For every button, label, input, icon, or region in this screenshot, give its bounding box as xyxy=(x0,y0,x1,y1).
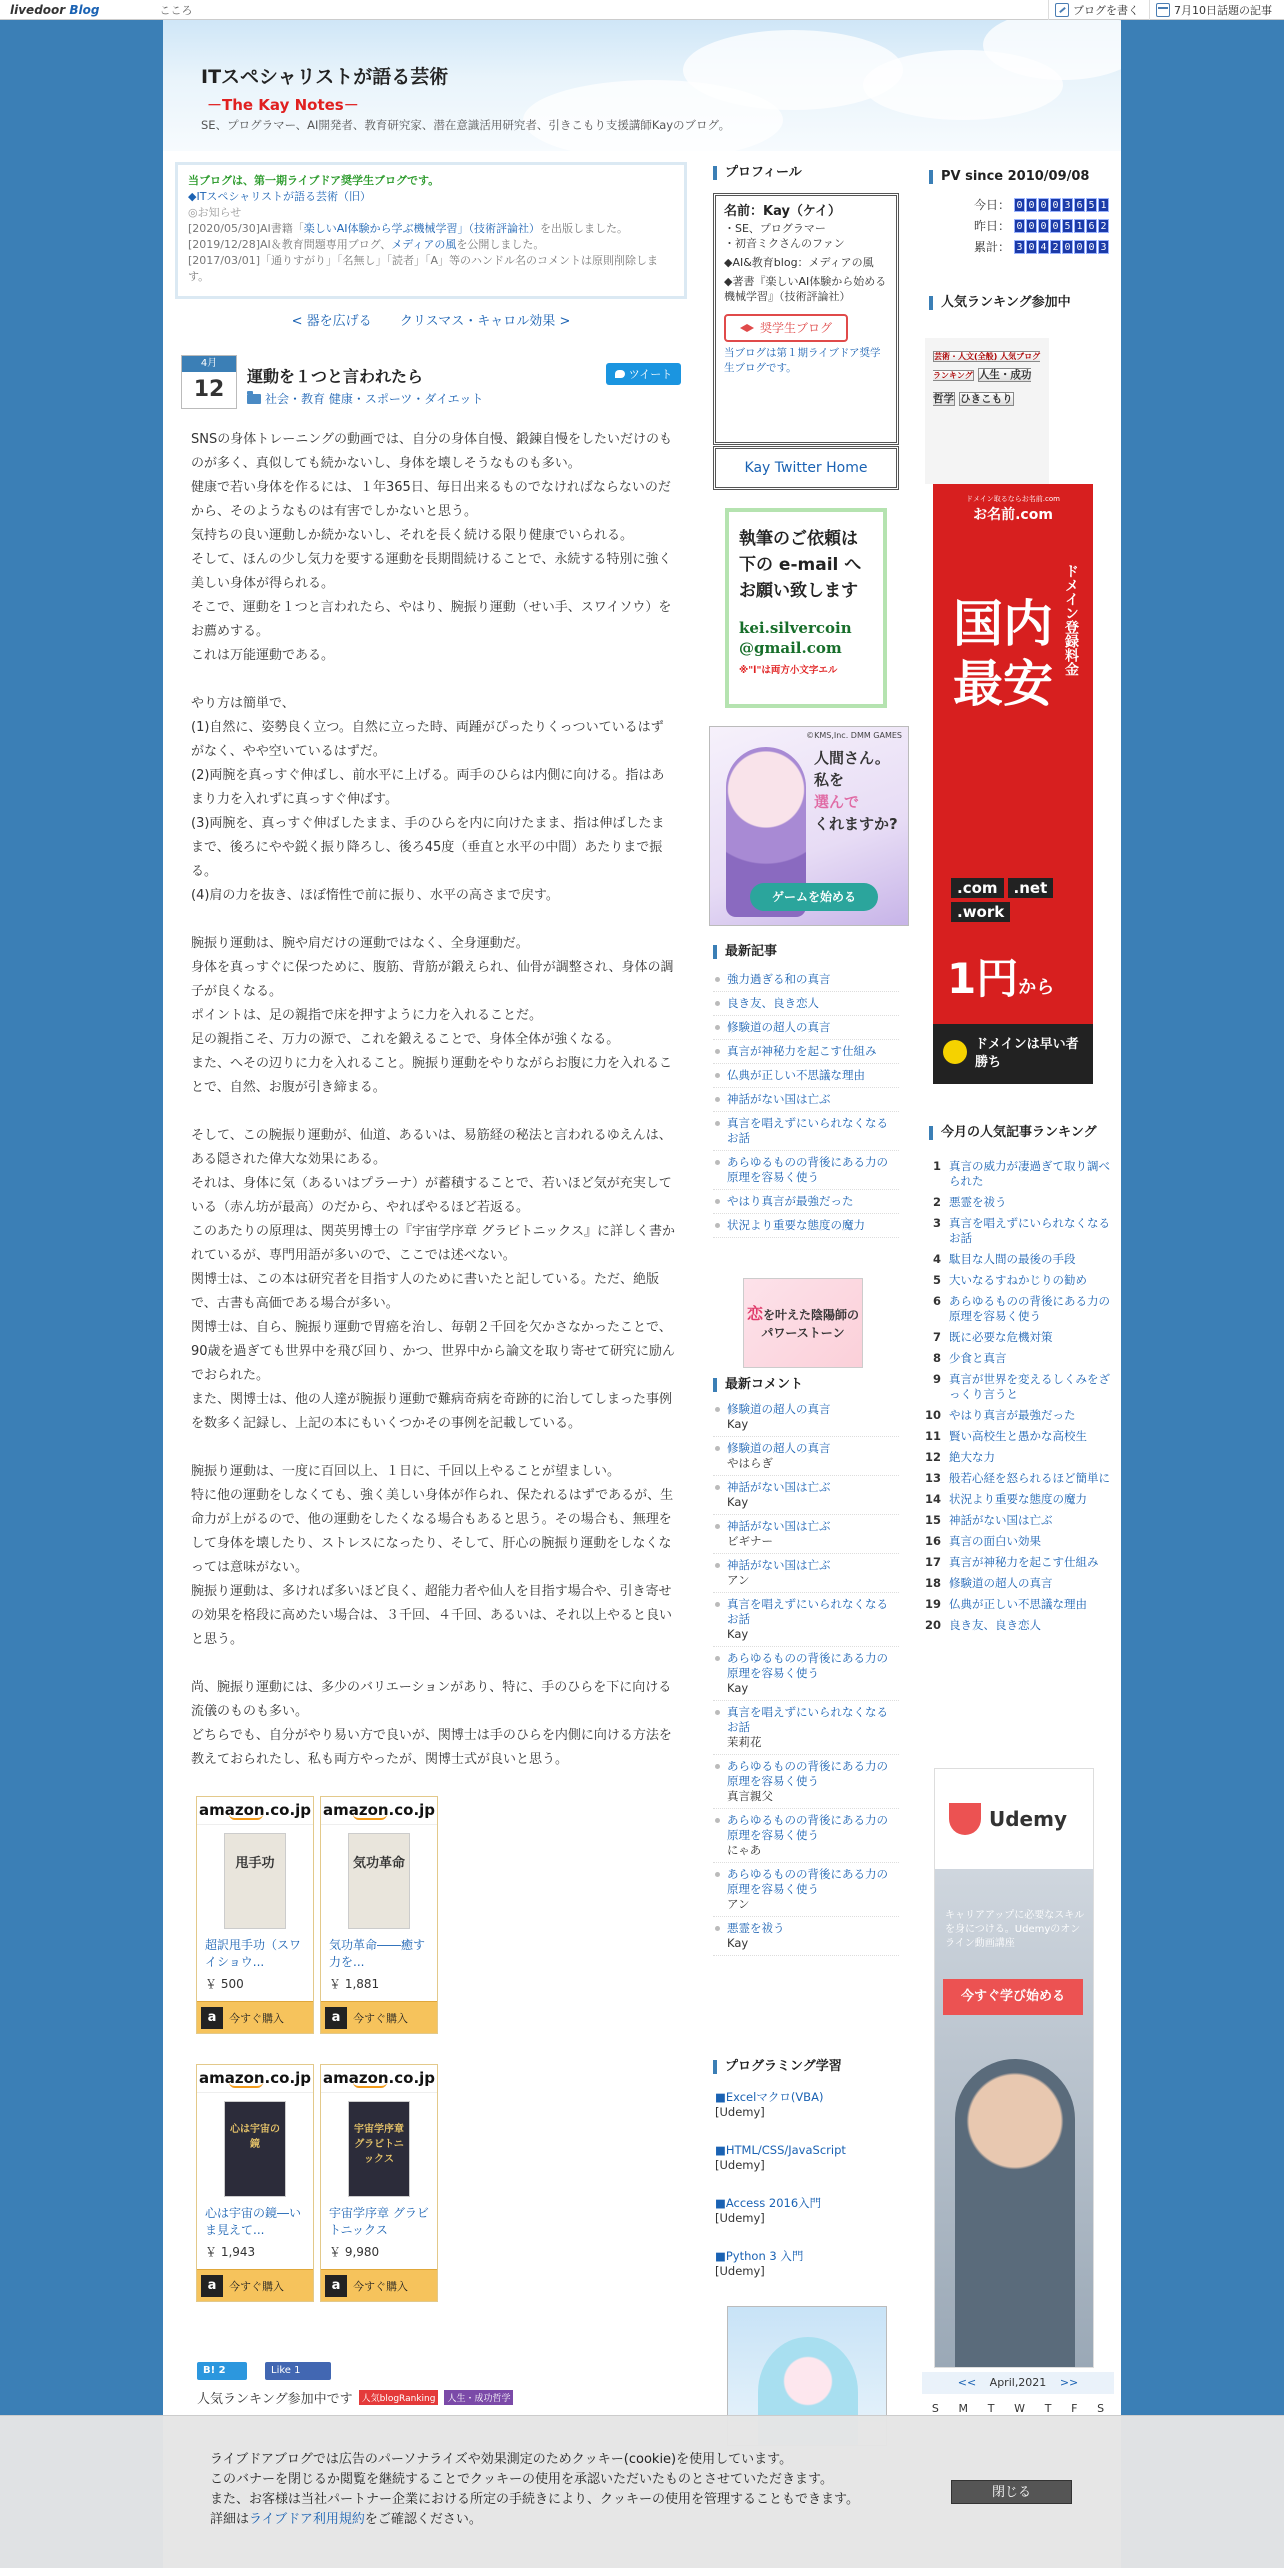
recent-comments-heading: 最新コメント xyxy=(713,1378,803,1392)
cookie-consent-banner: ライブドアブログでは広告のパーソナライズや効果測定のためクッキー(cookie)を使用しています。 このバナーを閉じるか閲覧を継続することでクッキーの使用を承認いただいたものとさせていただきます。 また、お客様は当社パートナー企業における所定の手続きにより、クッキーの使用を管理することもできます。 詳細はライブドア利用規約をご確認ください。 閉じる xyxy=(0,2415,1284,2568)
article-paragraph: そして、ほんの少し気力を要する運動を長期間続けることで、永続する特別に強く美しい身体が得られる。 xyxy=(191,552,672,591)
counter-digit: 0 xyxy=(1026,240,1037,254)
topics-button[interactable]: 7月10日話題の記事 xyxy=(1149,0,1278,20)
announcement-item: [2020/05/30]AI書籍「楽しいAI体験から学ぶ機械学習」（技術評論社）を出版しました。 xyxy=(188,222,629,235)
article-paragraph xyxy=(191,668,676,692)
twitter-home-link[interactable]: Kay Twitter Home xyxy=(713,446,899,490)
onamae-domain-ad[interactable]: ドメイン取るならお名前.com お名前.com ドメイン登録料金 国内最安 .com .net.work 1円から ドメインは早い者勝ち xyxy=(933,484,1093,1084)
list-item: 神話がない国は亡ぶ xyxy=(713,1088,899,1112)
article-paragraph: 健康で若い身体を作るには、１年365日、毎日出来るものでなければならないのだから、そのようなものは有害でしかないと思う。 xyxy=(191,480,671,519)
share-buttons xyxy=(197,2362,331,2380)
list-item: 19 仏典が正しい不思議な理由 xyxy=(925,1597,1087,1611)
book-cover: 気功革命 xyxy=(348,1833,410,1929)
list-item: 16 真言の面白い効果 xyxy=(925,1534,1041,1548)
counter-digit: 0 xyxy=(1074,240,1085,254)
book-cover: 宇宙学序章 グラビトニックス xyxy=(348,2101,410,2197)
list-item: 10 やはり真言が最強だった xyxy=(925,1408,1076,1422)
amazon-logo: amazon.co.jp xyxy=(197,1797,313,1825)
list-item: 17 真言が神秘力を起こす仕組み xyxy=(925,1555,1099,1569)
recent-posts-heading: 最新記事 xyxy=(713,945,777,959)
list-item: 修験道の超人の真言 xyxy=(713,1016,899,1040)
article-paragraph: 身体を真っすぐに保つために、腹筋、背筋が鍛えられ、仙骨が調整され、身体の調子が良くなる。 xyxy=(191,960,674,999)
ranking-participation-line: 人気ランキング参加中です 人気blogRanking 人生・成功哲学 xyxy=(197,2388,513,2407)
category-links[interactable]: 社会・教育 健康・スポーツ・ダイエット xyxy=(265,392,484,406)
counter-digit: 1 xyxy=(1074,219,1085,233)
counter-digit: 3 xyxy=(1014,240,1025,254)
list-item: 強力過ぎる和の真言 xyxy=(713,968,899,992)
hatena-bookmark-button[interactable]: B! 2 xyxy=(197,2362,247,2380)
pen-icon xyxy=(1055,3,1069,17)
domain-cta[interactable]: ドメインは早い者勝ち xyxy=(933,1024,1093,1084)
article-paragraph: このあたりの原理は、関英男博士の『宇宙学序章 グラビトニックス』に詳しく書かれているが、専門用語が多いので、ここでは述べない。 xyxy=(191,1224,675,1263)
list-item: 18 修験道の超人の真言 xyxy=(925,1576,1053,1590)
list-item: 神話がない国は亡ぶ ビギナー xyxy=(713,1515,899,1554)
counter-digit: 6 xyxy=(1074,198,1085,212)
article-paragraph: そして、この腕振り運動が、仙道、あるいは、易筋経の秘法と言われるゆえんは、ある隠された偉大な効果にある。 xyxy=(191,1128,672,1167)
terms-link[interactable]: ライブドア利用規約 xyxy=(249,2512,365,2527)
list-item: 修験道の超人の真言 Kay xyxy=(713,1398,899,1437)
article-paragraph: それは、身体に気（あるいはプラーナ）が蓄積することで、若いほど気が充実している（赤ん坊が最高）のだから、やればやるほど若返る。 xyxy=(191,1176,672,1215)
prev-article-link[interactable]: < 器を広げる xyxy=(291,314,372,329)
udemy-logo-icon xyxy=(949,1803,981,1835)
life-philosophy-badge[interactable]: 人生・成功哲学 xyxy=(933,369,1032,405)
cookie-close-button[interactable]: 閉じる xyxy=(951,2480,1072,2504)
article-paragraph: ポイントは、足の親指で床を押すように力を入れることだ。 xyxy=(191,1008,543,1023)
profile-box: 名前：Kay（ケイ） ・SE、プログラマー ・初音ミクさんのファン ◆AI&教育blog：メディアの風 ◆著書『楽しいAI体験から始める機械学習』（技術評論社） 奨学生ブログ 当ブログは第１期ライブドア奨学生ブログです。 xyxy=(713,193,899,445)
product-title[interactable]: 気功革命――癒す力を... xyxy=(329,1938,426,1969)
counter-digit: 5 xyxy=(1062,219,1073,233)
list-item: 11 賢い高校生と愚かな高校生 xyxy=(925,1429,1087,1443)
list-item: 3 真言を唱えずにいられなくなるお話 xyxy=(932,1216,1110,1245)
counter-digit: 2 xyxy=(1050,240,1061,254)
list-item: 神話がない国は亡ぶ Kay xyxy=(713,1476,899,1515)
buy-now-button[interactable]: a 今すぐ購入 xyxy=(321,2001,437,2033)
article-paragraph: 足の親指こそ、万力の源で、これを鍛えることで、身体全体が強くなる。 xyxy=(191,1032,620,1047)
amazon-product-card[interactable] xyxy=(320,2064,438,2302)
blog-description: SE、プログラマー、AI開発者、教育研究家、潜在意識活用研究者、引きこもり支援講師Kayのブログ。 xyxy=(201,118,731,132)
amazon-logo: amazon.co.jp xyxy=(321,1797,437,1825)
article-pager xyxy=(175,310,687,329)
email-request-banner: 執筆のご依頼は下の e-mail へお願い致します kei.silvercoin @gmail.com ※"l"は両方小文字エル xyxy=(725,508,887,708)
announcement-item: [2019/12/28]AI＆教育問題専用ブログ、メディアの風を公開しました。 xyxy=(188,238,545,251)
counter-digit: 3 xyxy=(1062,198,1073,212)
article-paragraph: 関博士は、この本は研究者を目指す人のために書いたと記している。ただ、絶版で、古書も高価である場合が多い。 xyxy=(191,1272,660,1311)
article-paragraph: 腕振り運動は、多ければ多いほど良く、超能力者や仙人を目指す場合や、引き寄せの効果を格段に高めたい場合は、３千回、４千回、あるいは、それ以上やると良いと思う。 xyxy=(191,1584,673,1647)
article-paragraph: また、関博士は、他の人達が腕振り運動で難病奇病を奇跡的に治してしまった事例を数多く記録し、上記の本にもいくつかその事例を記載している。 xyxy=(191,1392,673,1431)
counter-digit: 0 xyxy=(1062,240,1073,254)
email-address: kei.silvercoin @gmail.com xyxy=(739,619,852,657)
livedoor-toolbar xyxy=(0,0,1284,20)
today-counter xyxy=(1014,198,1109,212)
amazon-a-icon: a xyxy=(325,2007,347,2029)
counter-digit: 5 xyxy=(1086,198,1097,212)
power-stone-ad[interactable]: 恋を叶えた陰陽師のパワーストーン xyxy=(743,1278,863,1368)
amazon-product-card[interactable] xyxy=(196,1796,314,2034)
monthly-ranking-list xyxy=(925,1156,1111,1636)
product-price: ￥ 1,881 xyxy=(329,1977,380,1991)
calendar-weekdays: S M T W T F S xyxy=(931,2402,1105,2415)
blog-header xyxy=(163,20,1121,151)
game-advertisement[interactable]: ©KMS,Inc. DMM GAMES 人間さん。 私を 選んで くれますか? ゲームを始める xyxy=(709,726,909,926)
list-item: あらゆるものの背後にある力の原理を容易く使う Kay xyxy=(713,1647,899,1701)
amazon-product-card[interactable] xyxy=(320,1796,438,2034)
article-paragraph: 気持ちの良い運動しか続かないし、それを長く続ける限り健康でいられる。 xyxy=(191,528,634,543)
start-learning-button[interactable]: 今すぐ学び始める xyxy=(943,1979,1083,2015)
buy-now-button[interactable]: a 今すぐ購入 xyxy=(197,2001,313,2033)
list-item: 真言を唱えずにいられなくなるお話 茉莉花 xyxy=(713,1701,899,1755)
next-article-link[interactable]: クリスマス・キャロル効果 > xyxy=(399,314,571,329)
folder-icon xyxy=(247,394,261,404)
monthly-ranking-heading: 今月の人気記事ランキング xyxy=(929,1126,1097,1140)
list-item: 6 あらゆるものの背後にある力の原理を容易く使う xyxy=(932,1294,1110,1323)
notice-box xyxy=(175,162,687,299)
book-cover: 心は宇宙の鏡 xyxy=(224,2101,286,2197)
list-item: 14 状況より重要な態度の魔力 xyxy=(925,1492,1087,1506)
article-month: 4月 xyxy=(182,356,236,372)
list-item: 修験道の超人の真言 やはらぎ xyxy=(713,1437,899,1476)
recent-comments-list xyxy=(713,1398,899,1956)
product-title[interactable]: 超訳甩手功（スワイショウ... xyxy=(205,1938,302,1969)
list-item: 13 般若心経を怒られるほど簡単に xyxy=(925,1471,1110,1485)
list-item: あらゆるものの背後にある力の原理を容易く使う アン xyxy=(713,1863,899,1917)
hikikomori-badge[interactable]: ひきこもり xyxy=(960,393,1013,405)
calendar-prev[interactable]: << xyxy=(957,2376,977,2389)
scholarship-notice: 当ブログは、第一期ライブドア奨学生ブログです。 xyxy=(188,174,440,187)
product-price: ￥ 9,980 xyxy=(329,2245,380,2259)
total-counter xyxy=(1014,240,1109,254)
list-item: 2 悪霊を祓う xyxy=(932,1195,1007,1209)
list-item: 真言を唱えずにいられなくなるお話 xyxy=(713,1112,899,1151)
amazon-a-icon: a xyxy=(201,2275,223,2297)
article-paragraph xyxy=(191,1436,676,1460)
article-paragraph: 腕振り運動は、一度に百回以上、１日に、千回以上やることが望ましい。 xyxy=(191,1464,621,1479)
profile-heading: プロフィール xyxy=(713,166,802,180)
yesterday-counter xyxy=(1014,219,1109,233)
article-body xyxy=(191,428,676,1772)
calendar-next[interactable]: >> xyxy=(1059,2376,1079,2389)
article-paragraph: 尚、腕振り運動には、多少のバリエーションがあり、特に、手のひらを下に向ける流儀のものも多い。 xyxy=(191,1680,672,1719)
list-item: 状況より重要な態度の魔力 xyxy=(713,1214,899,1238)
list-item: 15 神話がない国は亡ぶ xyxy=(925,1513,1053,1527)
article-paragraph: (1)自然に、姿勢良く立つ。自然に立った時、両踵がぴったりくっついているはずがなく、やや空いているはずだ。 xyxy=(191,720,664,759)
old-blog-link[interactable]: ◆ITスペシャリストが語る芸術（旧） xyxy=(188,190,371,203)
article-paragraph xyxy=(191,908,676,932)
article-paragraph: 腕振り運動は、腕や肩だけの運動ではなく、全身運動だ。 xyxy=(191,936,529,951)
twitter-bird-icon xyxy=(615,370,625,378)
counter-digit: 0 xyxy=(1050,219,1061,233)
calendar-month: April,2021 xyxy=(989,2376,1047,2389)
course-link[interactable]: ■Excelマクロ(VBA) xyxy=(715,2090,824,2104)
username: こころ xyxy=(159,3,193,17)
programming-heading: プログラミング学習 xyxy=(713,2060,842,2074)
graduation-cap-icon xyxy=(740,324,754,332)
livedoor-blog-logo[interactable]: livedoor Blog xyxy=(10,2,100,17)
ranking-heading: 人気ランキング参加中 xyxy=(929,296,1071,310)
ranking-badges xyxy=(925,338,1049,484)
programming-list: ■Excelマクロ(VBA) [Udemy] ■HTML/CSS/JavaScript [Udemy] ■Access 2016入門 [Udemy] ■Python 3 入門 [Udemy] xyxy=(715,2090,846,2278)
list-item: あらゆるものの背後にある力の原理を容易く使う xyxy=(713,1151,899,1190)
list-item: 7 既に必要な危機対策 xyxy=(932,1330,1053,1344)
product-price: ￥ 500 xyxy=(205,1977,244,1991)
article-paragraph: SNSの身体トレーニングの動画では、自分の身体自慢、鍛錬自慢をしたいだけのものが多く、真似しても続かないし、身体を壊しそうなものも多い。 xyxy=(191,432,672,471)
calendar-icon xyxy=(1156,3,1170,17)
amazon-a-icon: a xyxy=(201,2007,223,2029)
life-success-badge[interactable]: 人生・成功哲学 xyxy=(444,2390,513,2405)
write-blog-button[interactable]: ブログを書く xyxy=(1048,0,1145,20)
profile-name: 名前：Kay（ケイ） xyxy=(724,204,842,219)
counter-digit: 3 xyxy=(1098,240,1109,254)
course-link[interactable]: ■HTML/CSS/JavaScript xyxy=(715,2143,846,2157)
article-paragraph: どちらでも、自分がやり易い方で良いが、関博士は手のひらを内側に向ける方法を教えておられたし、私も両方やったが、関博士式が良いと思う。 xyxy=(191,1728,672,1767)
article-paragraph: 特に他の運動をしなくても、強く美しい身体が作られ、保たれるはずであるが、生命力が上がるので、他の運動をしたくなる場合もあると思う。その場合も、無理をして身体を壊したり、ストレスになったり、そして、肝心の腕振り運動をしなくなっては意味がない。 xyxy=(191,1488,674,1575)
blog-ranking-badge[interactable]: 人気blogRanking xyxy=(359,2390,439,2405)
counter-digit: 0 xyxy=(1050,198,1061,212)
counter-digit: 0 xyxy=(1086,240,1097,254)
article-paragraph: そこで、運動を１つと言われたら、やはり、腕振り運動（せい手、スワイソウ）をお薦めする。 xyxy=(191,600,672,639)
list-item: 12 絶大な力 xyxy=(925,1450,995,1464)
article-paragraph xyxy=(191,1100,676,1124)
start-game-button[interactable]: ゲームを始める xyxy=(750,883,878,911)
course-link[interactable]: ■Access 2016入門 xyxy=(715,2196,822,2210)
announcement-item: [2017/03/01]「通りすがり」「名無し」「読者」「A」等のハンドル名のコメントは原則削除します。 xyxy=(188,254,659,283)
counter-digit: 2 xyxy=(1098,219,1109,233)
list-item: やはり真言が最強だった xyxy=(713,1190,899,1214)
amazon-logo: amazon.co.jp xyxy=(321,2065,437,2093)
scholarship-blog-button[interactable]: 奨学生ブログ xyxy=(724,314,848,342)
counter-digit: 6 xyxy=(1086,219,1097,233)
list-item: 4 駄目な人間の最後の手段 xyxy=(932,1252,1076,1266)
article-categories xyxy=(247,390,483,407)
article-date xyxy=(181,355,237,409)
counter-digit: 0 xyxy=(1038,219,1049,233)
list-item: あらゆるものの背後にある力の原理を容易く使う 真言親父 xyxy=(713,1755,899,1809)
course-link[interactable]: ■Python 3 入門 xyxy=(715,2249,804,2263)
product-title[interactable]: 宇宙学序章 グラビトニックス xyxy=(329,2206,429,2237)
list-item: 20 良き友、良き恋人 xyxy=(925,1618,1041,1632)
blog-title[interactable]: ITスペシャリストが語る芸術 xyxy=(201,66,449,88)
calendar-widget xyxy=(922,2372,1114,2415)
counter-digit: 0 xyxy=(1014,219,1025,233)
article-paragraph: 関博士は、自ら、腕振り運動で胃癌を治し、毎朝２千回を欠かさなかったことで、90歳を過ぎても世界中を飛び回り、かつ、世界中から論文を取り寄せて研究に励んでおられた。 xyxy=(191,1320,676,1383)
counter-digit: 1 xyxy=(1098,198,1109,212)
article-day: 12 xyxy=(193,377,225,402)
list-item: あらゆるものの背後にある力の原理を容易く使う にゃあ xyxy=(713,1809,899,1863)
blog-subtitle: －The Kay Notes－ xyxy=(207,96,359,114)
udemy-ad[interactable]: Udemy キャリアアップに必要なスキルを身につける。Udemyのオンライン動画講座 今すぐ学び始める xyxy=(934,1768,1094,2368)
amazon-a-icon: a xyxy=(325,2275,347,2297)
pv-counter: PV since 2010/09/08 今日： 0 0 0 0 3 6 5 1 昨日： 0 0 0 0 5 1 6 2 累計： 3 0 4 2 0 0 0 3 xyxy=(929,170,1109,255)
list-item: 真言が神秘力を起こす仕組み xyxy=(713,1040,899,1064)
buy-now-button[interactable]: a 今すぐ購入 xyxy=(197,2269,313,2301)
counter-digit: 4 xyxy=(1038,240,1049,254)
list-item: 5 大いなるすねかじりの勧め xyxy=(932,1273,1087,1287)
page-container xyxy=(163,20,1121,2568)
facebook-like-button[interactable]: Like 1 xyxy=(265,2362,331,2380)
article-paragraph: また、へその辺りに力を入れること。腕振り運動をやりながらお腹に力を入れることで、自然、お腹が引き締まる。 xyxy=(191,1056,673,1095)
person-with-tablet-image xyxy=(955,2059,1075,2368)
book-cover: 甩手功 xyxy=(224,1833,286,1929)
announcement-heading: ◎お知らせ xyxy=(188,206,242,219)
counter-digit: 0 xyxy=(1026,219,1037,233)
toolbar-right xyxy=(1048,0,1278,20)
list-item: 真言を唱えずにいられなくなるお話 Kay xyxy=(713,1593,899,1647)
article-paragraph: (2)両腕を真っすぐ伸ばし、前水平に上げる。両手のひらは内側に向ける。指はあまり力を入れずに真っすぐ伸ばす。 xyxy=(191,768,665,807)
scholarship-note: 当ブログは第１期ライブドア奨学生ブログです。 xyxy=(724,347,881,374)
list-item: 9 真言が世界を変えるしくみをざっくり言うと xyxy=(932,1372,1110,1401)
buy-now-button[interactable]: a 今すぐ購入 xyxy=(321,2269,437,2301)
counter-digit: 0 xyxy=(1014,198,1025,212)
list-item: 8 少食と真言 xyxy=(932,1351,1007,1365)
counter-digit: 0 xyxy=(1038,198,1049,212)
article-title[interactable]: 運動を１つと言われたら xyxy=(247,367,424,386)
article-paragraph: (3)両腕を、真っすぐ伸ばしたまま、手のひらを内に向けたまま、指は伸ばしたままで、後ろにやや鋭く振り降ろし、後ろ45度（垂直と水平の中間）あたりまで振る。 xyxy=(191,816,665,879)
list-item: 神話がない国は亡ぶ アン xyxy=(713,1554,899,1593)
list-item: 良き友、良き恋人 xyxy=(713,992,899,1016)
article-paragraph: (4)肩の力を抜き、ほぼ惰性で前に振り、水平の高さまで戻す。 xyxy=(191,888,559,903)
amazon-logo: amazon.co.jp xyxy=(197,2065,313,2093)
article-paragraph xyxy=(191,1652,676,1676)
product-price: ￥ 1,943 xyxy=(205,2245,256,2259)
recent-posts-list xyxy=(713,968,899,1238)
art-ranking-badge[interactable]: 芸術・人文(全般) 人気ブログランキング xyxy=(933,352,1041,380)
list-item: 仏典が正しい不思議な理由 xyxy=(713,1064,899,1088)
product-title[interactable]: 心は宇宙の鏡―いま見えて... xyxy=(205,2206,302,2237)
pv-heading: PV since 2010/09/08 xyxy=(929,170,1109,184)
article-paragraph: これは万能運動である。 xyxy=(191,648,335,663)
list-item: 悪霊を祓う Kay xyxy=(713,1917,899,1956)
tweet-button[interactable]: ツイート xyxy=(606,363,681,385)
amazon-product-card[interactable] xyxy=(196,2064,314,2302)
counter-digit: 0 xyxy=(1026,198,1037,212)
article-paragraph: やり方は簡単で、 xyxy=(191,696,295,711)
media-wind-link[interactable]: メディアの風 xyxy=(391,238,457,251)
book-link[interactable]: 楽しいAI体験から学ぶ機械学習」（技術評論社） xyxy=(303,222,541,235)
list-item: 1 真言の威力が凄過ぎて取り調べられた xyxy=(932,1159,1110,1188)
